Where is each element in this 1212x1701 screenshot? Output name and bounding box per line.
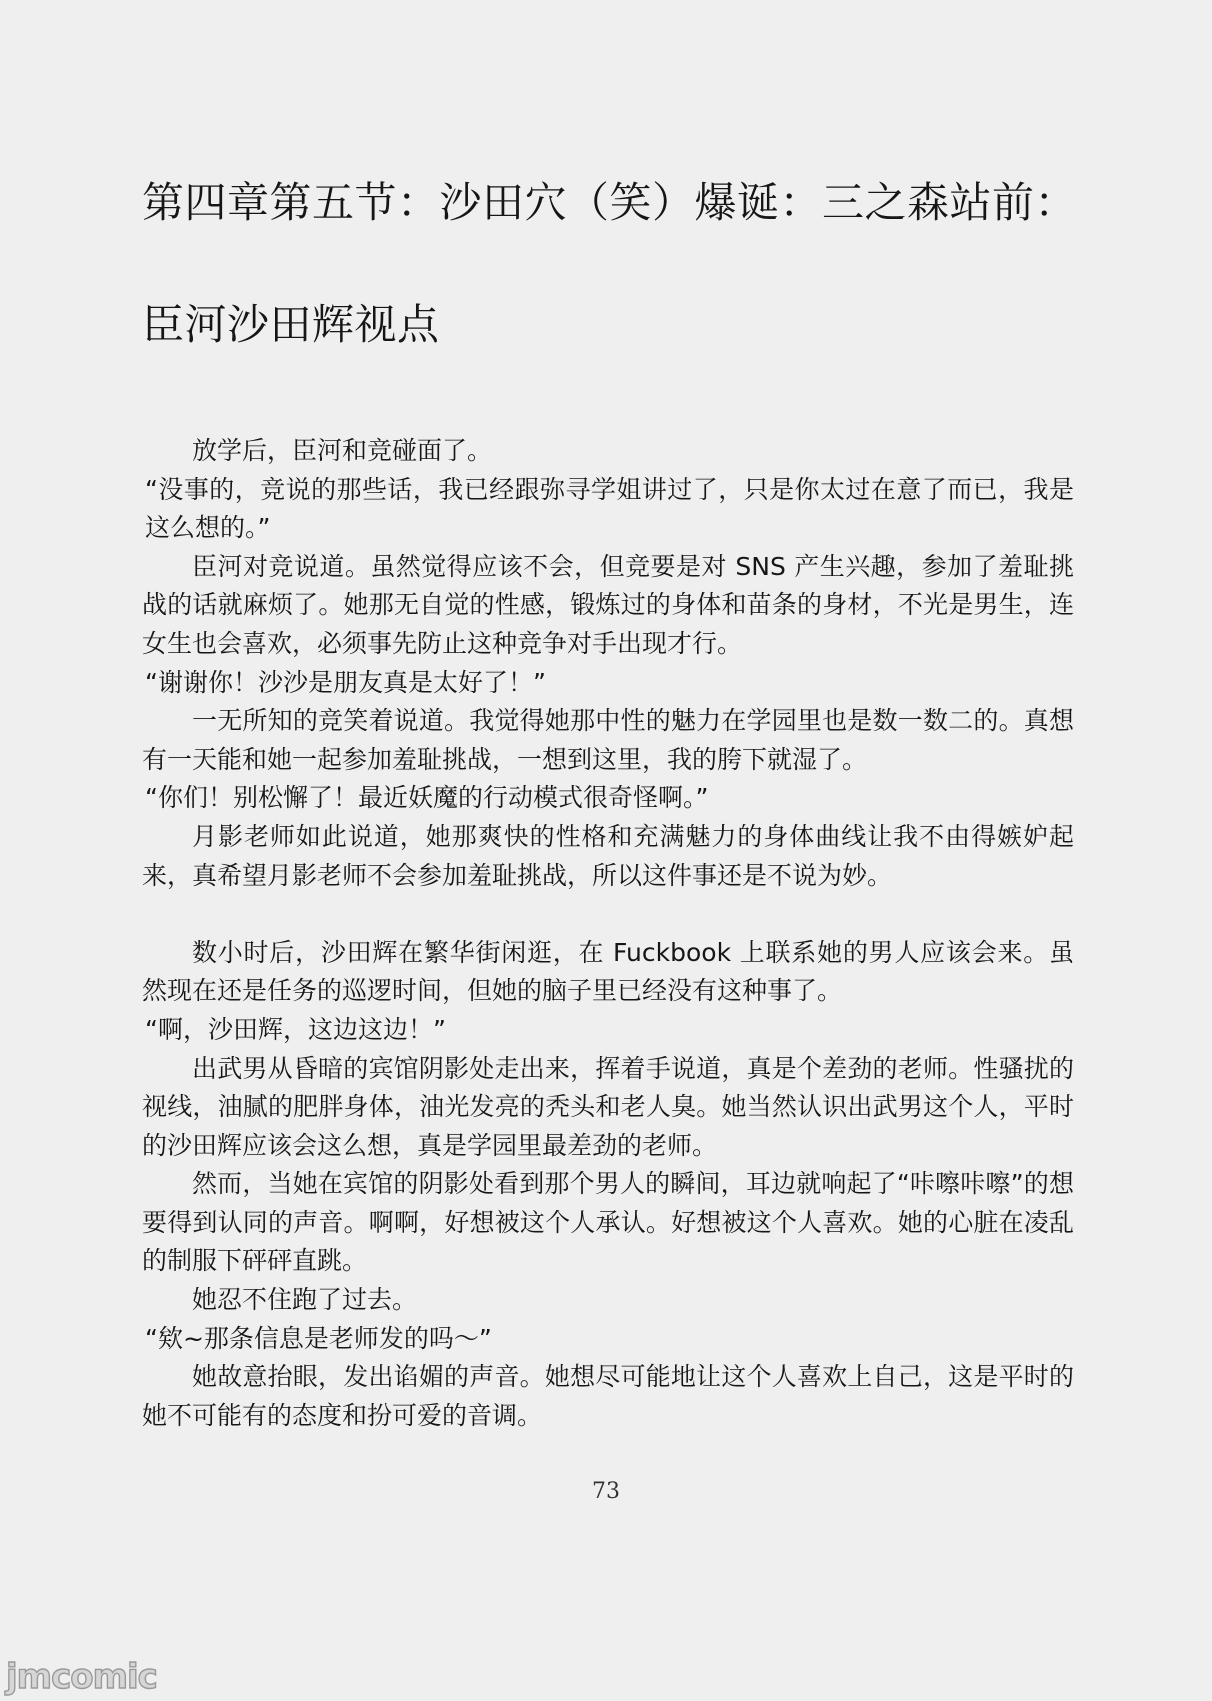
narration-paragraph: 臣河对竞说道。虽然觉得应该不会，但竞要是对 SNS 产生兴趣，参加了羞耻挑战的话就麻烦了。她那无自觉的性感，锻炼过的身体和苗条的身材，不光是男生，连女生也会喜欢，必须事先防止这种竞争对手出现才行。 [142, 551, 1074, 658]
dialogue-paragraph: “谢谢你！沙沙是朋友真是太好了！” [145, 667, 546, 697]
narration-paragraph: 然而，当她在宾馆的阴影处看到那个男人的瞬间，耳边就响起了“咔嚓咔嚓”的想要得到认同的声音。啊啊，好想被这个人承认。好想被这个人喜欢。她的心脏在凌乱的制服下砰砰直跳。 [142, 1169, 1074, 1276]
narration-paragraph: 放学后，臣河和竞碰面了。 [192, 436, 493, 465]
narration-paragraph: 出武男从昏暗的宾馆阴影处走出来，挥着手说道，真是个差劲的老师。性骚扰的视线，油腻的肥胖身体，油光发亮的秃头和老人臭。她当然认识出武男这个人，平时的沙田辉应该会这么想，真是学园里最差劲的老师。 [142, 1053, 1074, 1160]
dialogue-paragraph: “你们！别松懈了！最近妖魔的行动模式很奇怪啊。” [145, 783, 709, 813]
body-text [142, 432, 1074, 1435]
narration-paragraph: 数小时后，沙田辉在繁华街闲逛，在 Fuckbook 上联系她的男人应该会来。虽然现在还是任务的巡逻时间，但她的脑子里已经没有这种事了。 [142, 937, 1074, 1006]
narration-paragraph: 她故意抬眼，发出谄媚的声音。她想尽可能地让这个人喜欢上自己，这是平时的她不可能有的态度和扮可爱的音调。 [142, 1362, 1074, 1430]
chapter-title-line-1: 第四章第五节：沙田穴（笑）爆诞：三之森站前： [142, 178, 1078, 227]
narration-paragraph: 一无所知的竞笑着说道。我觉得她那中性的魅力在学园里也是数一数二的。真想有一天能和她一起参加羞耻挑战，一想到这里，我的胯下就湿了。 [142, 706, 1074, 774]
dialogue-paragraph: “欸~那条信息是老师发的吗～” [145, 1323, 492, 1353]
paragraph-gap [142, 895, 1074, 934]
watermark-logo: jmcomic [6, 1657, 157, 1697]
dialogue-paragraph: “没事的，竞说的那些话，我已经跟弥寻学姐讲过了，只是你太过在意了而已，我是这么想的。” [145, 474, 1074, 543]
chapter-title-line-2: 臣河沙田辉视点 [142, 300, 440, 349]
page-number: 73 [592, 1479, 620, 1504]
dialogue-paragraph: “啊，沙田辉，这边这边！” [145, 1014, 446, 1044]
narration-paragraph: 月影老师如此说道，她那爽快的性格和充满魅力的身体曲线让我不由得嫉妒起来，真希望月影老师不会参加羞耻挑战，所以这件事还是不说为妙。 [142, 821, 1074, 890]
narration-paragraph: 她忍不住跑了过去。 [192, 1285, 418, 1315]
